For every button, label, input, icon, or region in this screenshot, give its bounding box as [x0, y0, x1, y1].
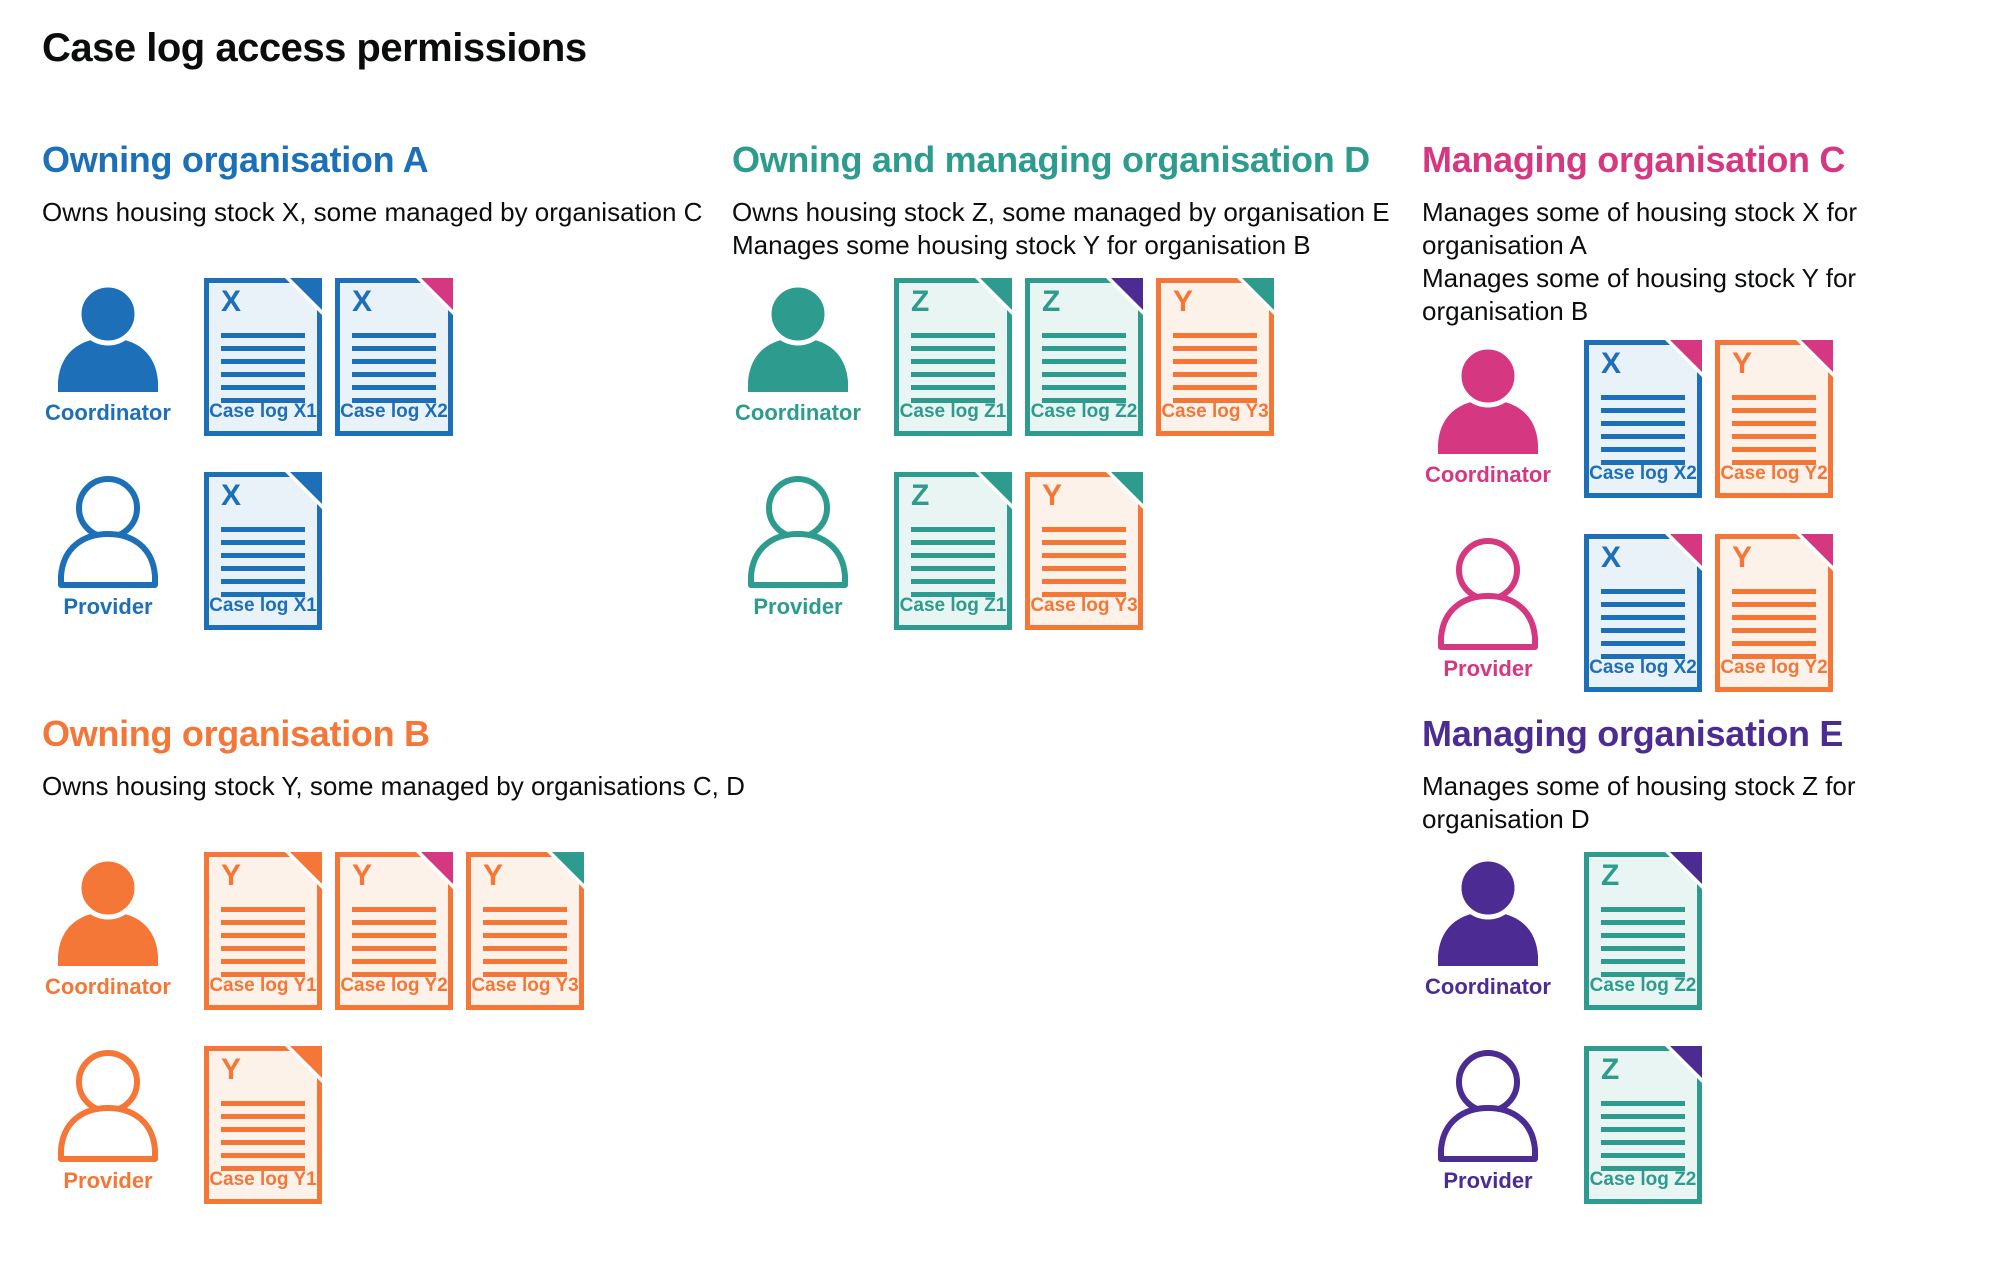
- document-text-line: [1601, 946, 1685, 951]
- document-text-line: [911, 385, 995, 390]
- permission-row: [42, 278, 702, 436]
- section-description: [42, 196, 702, 266]
- case-log-document-icon: [1025, 278, 1143, 436]
- provider-icon: [56, 472, 160, 588]
- document-text-lines: [352, 907, 436, 985]
- case-log-document-icon: [894, 472, 1012, 630]
- person-cell: [42, 278, 174, 426]
- document-text-lines: [911, 333, 995, 411]
- document-text-line: [221, 946, 305, 951]
- stock-letter: Z: [1601, 1053, 1620, 1086]
- folded-corner: [421, 852, 453, 884]
- document-text-lines: [221, 527, 305, 605]
- case-log-label: Case log Z2: [1030, 401, 1138, 422]
- folded-corner: [290, 278, 322, 310]
- document-text-line: [1042, 346, 1126, 351]
- document-text-line: [1601, 1127, 1685, 1132]
- case-log-label: Case log X2: [1589, 463, 1697, 484]
- case-log-label: Case log Z2: [1589, 1169, 1697, 1190]
- provider-icon: [56, 1046, 160, 1162]
- stock-letter: X: [1601, 541, 1622, 574]
- coordinator-icon: [746, 278, 850, 394]
- role-label: Provider: [1443, 1168, 1533, 1193]
- folded-corner: [1670, 1046, 1702, 1078]
- permission-row: [42, 1046, 745, 1204]
- role-label: Coordinator: [1425, 462, 1551, 487]
- section-description: [42, 770, 745, 840]
- document-text-lines: [221, 333, 305, 411]
- document-text-line: [1601, 447, 1685, 452]
- role-label: Provider: [753, 594, 843, 619]
- stock-letter: Z: [1042, 285, 1061, 318]
- stock-letter: Y: [1042, 479, 1063, 512]
- section-heading: Owning and managing organisation D: [732, 139, 1370, 180]
- document-text-line: [1601, 1153, 1685, 1158]
- document-text-line: [352, 372, 436, 377]
- stock-letter: X: [352, 285, 373, 318]
- section-org-b: [42, 712, 745, 1240]
- permission-row: [1422, 340, 2000, 498]
- document-text-line: [352, 359, 436, 364]
- document-text-line: [1173, 333, 1257, 338]
- document-text-line: [1732, 395, 1816, 400]
- description-line: Owns housing stock X, some managed by organisation C: [42, 197, 703, 227]
- role-label: Coordinator: [45, 400, 171, 425]
- document-text-line: [221, 333, 305, 338]
- document-text-line: [1173, 346, 1257, 351]
- document-text-line: [221, 540, 305, 545]
- document-text-line: [1732, 602, 1816, 607]
- case-log-label: Case log X1: [209, 401, 317, 422]
- case-log-documents: [204, 1046, 322, 1204]
- folded-corner: [980, 472, 1012, 504]
- permission-row: [42, 852, 745, 1010]
- document-text-line: [352, 946, 436, 951]
- coordinator-icon: [56, 852, 160, 968]
- document-text-line: [1601, 615, 1685, 620]
- document-text-lines: [483, 907, 567, 985]
- case-log-document-icon: [1584, 534, 1702, 692]
- folded-corner: [290, 1046, 322, 1078]
- case-log-document-icon: [1584, 1046, 1702, 1204]
- stock-letter: Z: [911, 285, 930, 318]
- document-text-line: [911, 579, 995, 584]
- document-text-line: [1732, 641, 1816, 646]
- section-org-d: [732, 138, 1390, 666]
- case-log-documents: [1584, 852, 1702, 1010]
- case-log-document-icon: [204, 852, 322, 1010]
- permission-row: [732, 278, 1390, 436]
- folded-corner: [552, 852, 584, 884]
- permission-row: [1422, 1046, 2000, 1204]
- document-text-line: [1732, 589, 1816, 594]
- document-text-line: [1042, 579, 1126, 584]
- document-text-line: [1732, 434, 1816, 439]
- case-log-documents: [894, 472, 1143, 630]
- case-log-label: Case log Y2: [1720, 657, 1828, 678]
- document-text-line: [221, 933, 305, 938]
- person-cell: [42, 472, 174, 620]
- document-text-line: [1042, 527, 1126, 532]
- folded-corner: [1801, 340, 1833, 372]
- case-log-documents: [1584, 1046, 1702, 1204]
- folded-corner: [1242, 278, 1274, 310]
- document-text-line: [1601, 395, 1685, 400]
- document-text-line: [352, 333, 436, 338]
- role-label: Provider: [63, 594, 153, 619]
- document-text-line: [352, 933, 436, 938]
- folded-corner: [1111, 278, 1143, 310]
- case-log-label: Case log Y1: [209, 1169, 317, 1190]
- description-line: Owns housing stock Z, some managed by organisation E: [732, 197, 1390, 227]
- case-log-document-icon: [335, 278, 453, 436]
- document-text-line: [221, 566, 305, 571]
- permission-row: [1422, 534, 2000, 692]
- document-text-line: [1601, 907, 1685, 912]
- document-text-line: [1042, 566, 1126, 571]
- section-description: [1422, 770, 2000, 840]
- case-log-document-icon: [1025, 472, 1143, 630]
- document-text-line: [1601, 959, 1685, 964]
- document-text-line: [1732, 447, 1816, 452]
- document-text-line: [1601, 421, 1685, 426]
- document-text-line: [221, 920, 305, 925]
- section-description: [732, 196, 1390, 266]
- case-log-label: Case log Y3: [471, 975, 579, 996]
- document-text-line: [221, 527, 305, 532]
- document-text-line: [1601, 920, 1685, 925]
- document-text-lines: [1601, 395, 1685, 473]
- document-text-line: [911, 566, 995, 571]
- stock-letter: Y: [352, 859, 373, 892]
- document-text-line: [1173, 359, 1257, 364]
- case-log-document-icon: [335, 852, 453, 1010]
- stock-letter: X: [1601, 347, 1622, 380]
- case-log-document-icon: [1715, 534, 1833, 692]
- folded-corner: [980, 278, 1012, 310]
- document-text-line: [911, 553, 995, 558]
- document-text-line: [1601, 1114, 1685, 1119]
- document-text-line: [1732, 615, 1816, 620]
- case-log-document-icon: [894, 278, 1012, 436]
- section-org-a: [42, 138, 702, 666]
- document-text-lines: [1173, 333, 1257, 411]
- document-text-line: [483, 920, 567, 925]
- stock-letter: Y: [221, 1053, 242, 1086]
- document-text-line: [1601, 641, 1685, 646]
- document-text-line: [221, 1140, 305, 1145]
- person-cell: [42, 852, 174, 1000]
- person-cell: [1422, 852, 1554, 1000]
- section-org-e: [1422, 712, 2000, 1240]
- case-log-label: Case log Y3: [1161, 401, 1269, 422]
- case-log-document-icon: [1156, 278, 1274, 436]
- role-label: Coordinator: [1425, 974, 1551, 999]
- document-text-line: [221, 1114, 305, 1119]
- document-text-line: [911, 527, 995, 532]
- case-log-documents: [204, 472, 322, 630]
- case-log-label: Case log X2: [340, 401, 448, 422]
- case-log-document-icon: [204, 1046, 322, 1204]
- section-heading: Owning organisation A: [42, 139, 429, 180]
- document-text-line: [1601, 434, 1685, 439]
- document-text-line: [1732, 408, 1816, 413]
- permission-row: [1422, 852, 2000, 1010]
- case-log-documents: [1584, 340, 1833, 498]
- document-text-line: [1042, 385, 1126, 390]
- document-text-lines: [1732, 395, 1816, 473]
- coordinator-icon: [1436, 340, 1540, 456]
- role-label: Coordinator: [45, 974, 171, 999]
- stock-letter: Y: [221, 859, 242, 892]
- section-heading: Managing organisation C: [1422, 139, 1846, 180]
- document-text-lines: [911, 527, 995, 605]
- document-text-lines: [1601, 1101, 1685, 1179]
- case-log-label: Case log Z1: [899, 401, 1007, 422]
- person-cell: [732, 278, 864, 426]
- description-line: Manages some of housing stock X for organisation A: [1422, 197, 1858, 260]
- document-text-line: [221, 385, 305, 390]
- stock-letter: Y: [483, 859, 504, 892]
- stock-letter: Y: [1732, 347, 1753, 380]
- case-log-document-icon: [204, 278, 322, 436]
- stock-letter: Z: [911, 479, 930, 512]
- document-text-line: [483, 933, 567, 938]
- document-text-line: [483, 959, 567, 964]
- document-text-line: [911, 359, 995, 364]
- document-text-line: [1042, 372, 1126, 377]
- case-log-documents: [894, 278, 1274, 436]
- document-text-line: [221, 907, 305, 912]
- folded-corner: [421, 278, 453, 310]
- description-line: Manages some housing stock Y for organisation B: [732, 230, 1311, 260]
- document-text-line: [1601, 628, 1685, 633]
- document-text-lines: [221, 907, 305, 985]
- document-text-line: [352, 385, 436, 390]
- section-heading: Owning organisation B: [42, 713, 430, 754]
- case-log-label: Case log Z2: [1589, 975, 1697, 996]
- provider-icon: [1436, 534, 1540, 650]
- stock-letter: X: [221, 479, 242, 512]
- folded-corner: [290, 852, 322, 884]
- case-log-label: Case log Z1: [899, 595, 1007, 616]
- document-text-line: [483, 946, 567, 951]
- document-text-line: [221, 1127, 305, 1132]
- description-line: Owns housing stock Y, some managed by organisations C, D: [42, 771, 745, 801]
- role-label: Provider: [63, 1168, 153, 1193]
- folded-corner: [1670, 852, 1702, 884]
- document-text-line: [1042, 540, 1126, 545]
- document-text-line: [221, 372, 305, 377]
- document-text-lines: [1042, 333, 1126, 411]
- case-log-document-icon: [1584, 340, 1702, 498]
- folded-corner: [1670, 340, 1702, 372]
- document-text-line: [1042, 359, 1126, 364]
- document-text-lines: [1601, 589, 1685, 667]
- provider-icon: [1436, 1046, 1540, 1162]
- document-text-line: [221, 1101, 305, 1106]
- case-log-document-icon: [1715, 340, 1833, 498]
- document-text-line: [1601, 1140, 1685, 1145]
- document-text-line: [1601, 589, 1685, 594]
- stock-letter: Z: [1601, 859, 1620, 892]
- case-log-label: Case log Y2: [1720, 463, 1828, 484]
- person-cell: [42, 1046, 174, 1194]
- document-text-lines: [221, 1101, 305, 1179]
- document-text-line: [1042, 333, 1126, 338]
- document-text-lines: [1732, 589, 1816, 667]
- document-text-line: [352, 907, 436, 912]
- folded-corner: [1111, 472, 1143, 504]
- person-cell: [1422, 1046, 1554, 1194]
- document-text-line: [911, 346, 995, 351]
- document-text-line: [221, 553, 305, 558]
- coordinator-icon: [1436, 852, 1540, 968]
- stock-letter: Y: [1732, 541, 1753, 574]
- section-description: [1422, 196, 2000, 328]
- description-line: Manages some of housing stock Y for organisation B: [1422, 263, 1857, 326]
- stock-letter: Y: [1173, 285, 1194, 318]
- document-text-line: [1042, 553, 1126, 558]
- case-log-documents: [204, 852, 584, 1010]
- document-text-line: [221, 1153, 305, 1158]
- document-text-line: [911, 333, 995, 338]
- document-text-line: [221, 346, 305, 351]
- provider-icon: [746, 472, 850, 588]
- role-label: Provider: [1443, 656, 1533, 681]
- case-log-label: Case log Y1: [209, 975, 317, 996]
- document-text-line: [221, 359, 305, 364]
- folded-corner: [290, 472, 322, 504]
- description-line: Manages some of housing stock Z for organisation D: [1422, 771, 1856, 834]
- document-text-line: [1732, 628, 1816, 633]
- role-label: Coordinator: [735, 400, 861, 425]
- document-text-line: [1732, 421, 1816, 426]
- folded-corner: [1801, 534, 1833, 566]
- document-text-line: [221, 959, 305, 964]
- case-log-document-icon: [1584, 852, 1702, 1010]
- case-log-label: Case log Y3: [1030, 595, 1138, 616]
- case-log-document-icon: [466, 852, 584, 1010]
- document-text-line: [1601, 408, 1685, 413]
- permission-row: [732, 472, 1390, 630]
- case-log-label: Case log X2: [1589, 657, 1697, 678]
- section-org-c: [1422, 138, 2000, 728]
- document-text-line: [352, 346, 436, 351]
- document-text-line: [483, 907, 567, 912]
- stock-letter: X: [221, 285, 242, 318]
- document-text-line: [1173, 372, 1257, 377]
- document-text-line: [1601, 602, 1685, 607]
- document-text-line: [911, 540, 995, 545]
- page-title: Case log access permissions: [42, 26, 587, 70]
- document-text-lines: [1601, 907, 1685, 985]
- case-log-documents: [1584, 534, 1833, 692]
- document-text-line: [352, 959, 436, 964]
- section-heading: Managing organisation E: [1422, 713, 1844, 754]
- permission-row: [42, 472, 702, 630]
- person-cell: [1422, 340, 1554, 488]
- case-log-document-icon: [204, 472, 322, 630]
- case-log-documents: [204, 278, 453, 436]
- folded-corner: [1670, 534, 1702, 566]
- document-text-lines: [1042, 527, 1126, 605]
- case-log-label: Case log Y2: [340, 975, 448, 996]
- person-cell: [1422, 534, 1554, 682]
- document-text-line: [1173, 385, 1257, 390]
- document-text-line: [221, 579, 305, 584]
- document-text-lines: [352, 333, 436, 411]
- document-text-line: [1601, 933, 1685, 938]
- document-text-line: [352, 920, 436, 925]
- person-cell: [732, 472, 864, 620]
- coordinator-icon: [56, 278, 160, 394]
- case-log-label: Case log X1: [209, 595, 317, 616]
- document-text-line: [911, 372, 995, 377]
- document-text-line: [1601, 1101, 1685, 1106]
